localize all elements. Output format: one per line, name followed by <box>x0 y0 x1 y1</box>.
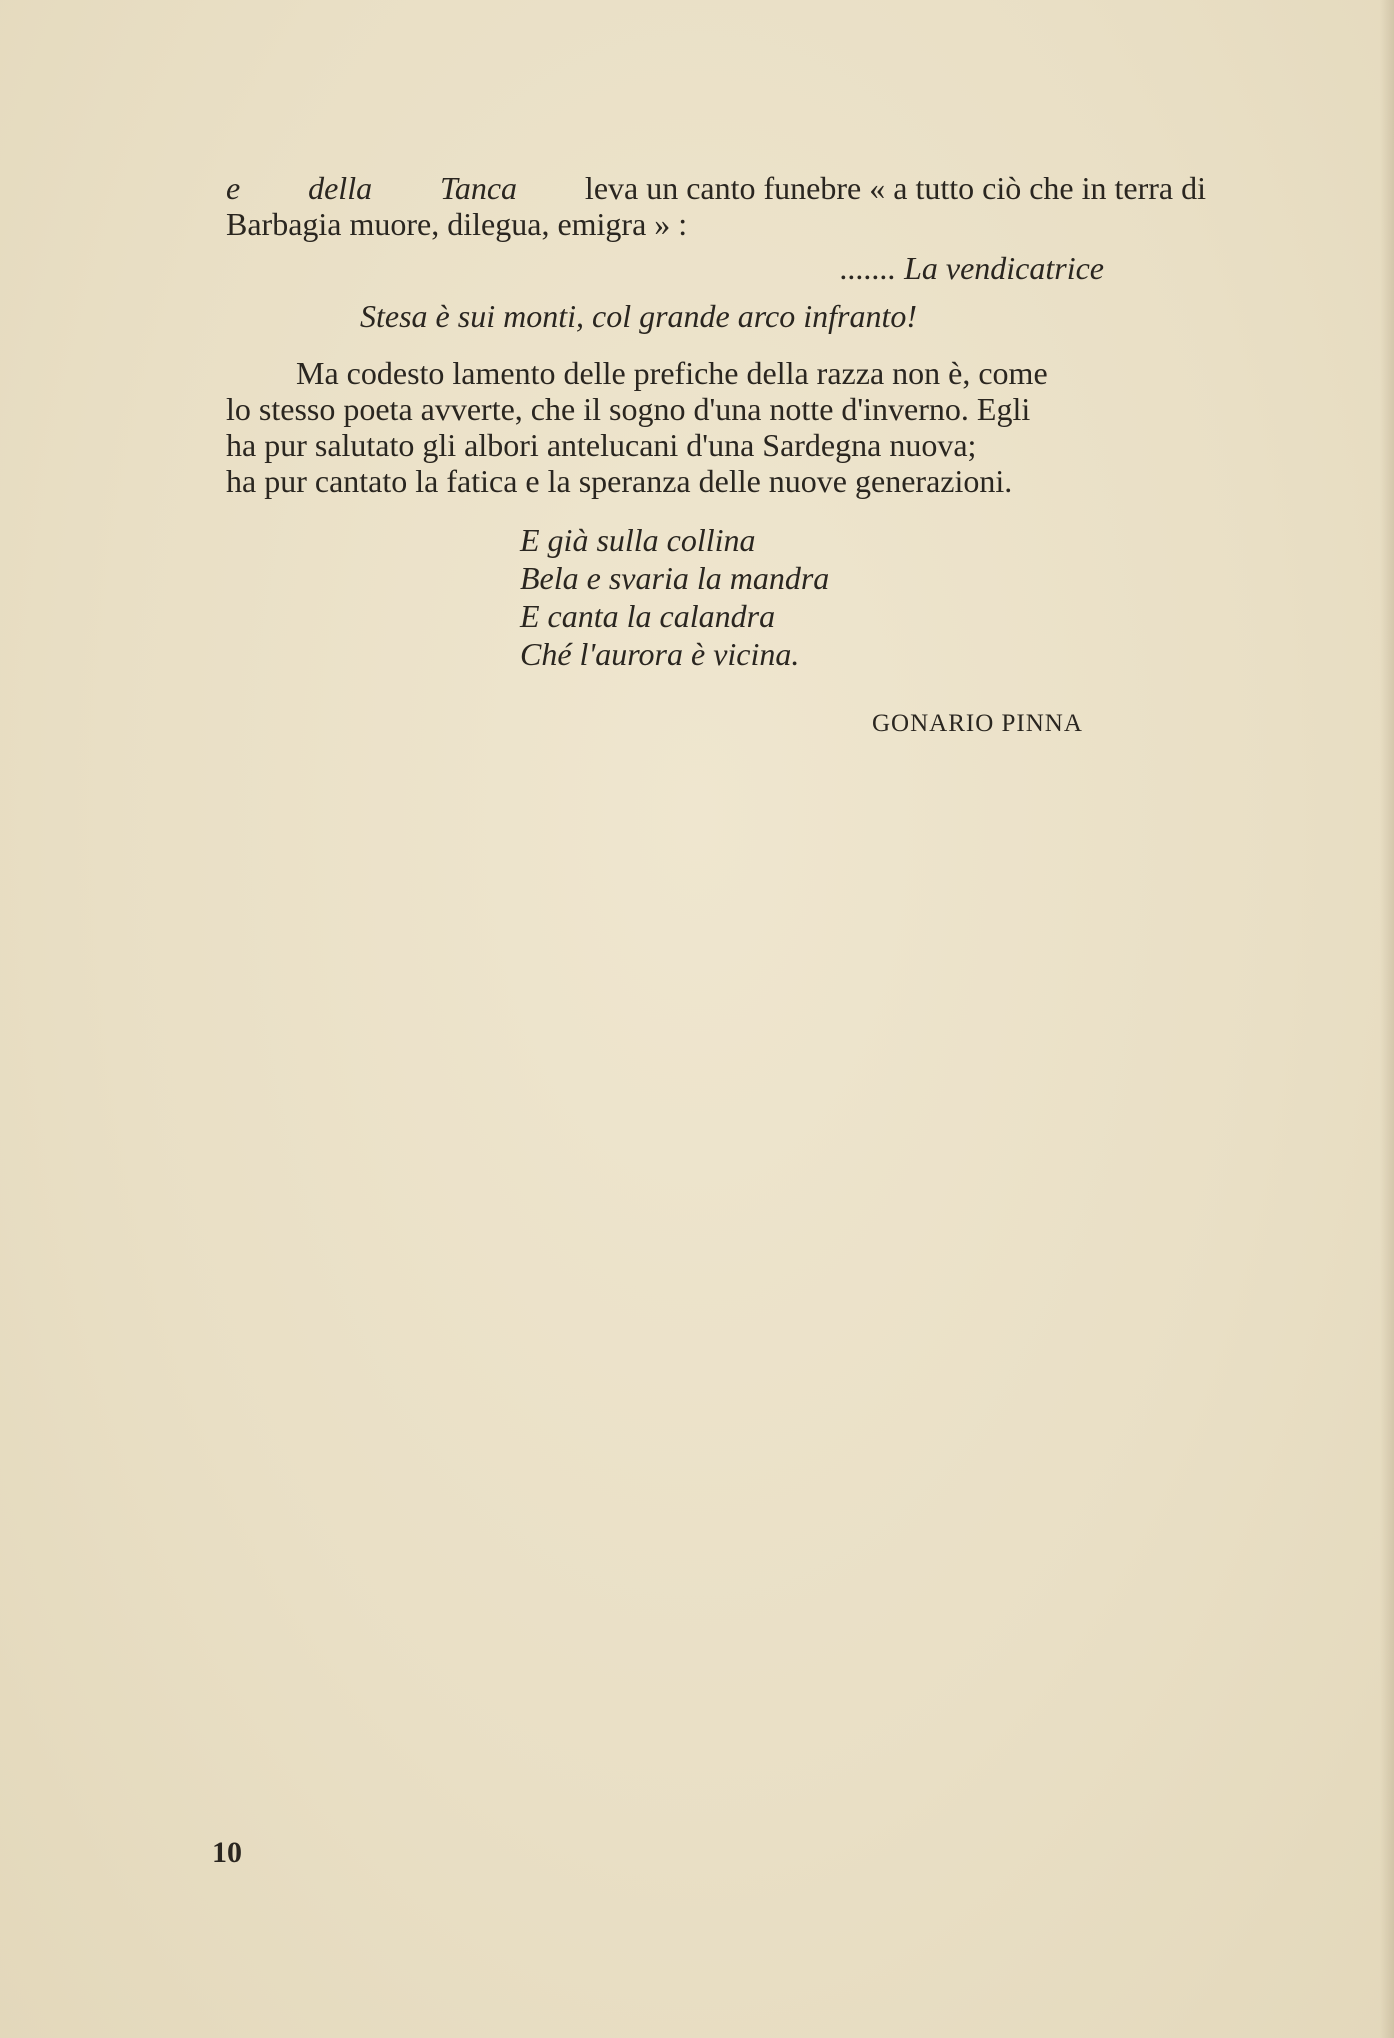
paragraph-2-line <box>226 463 1206 499</box>
verse-line-3: E canta la calandra <box>520 598 776 634</box>
paragraph-2-line-2-text: lo stesso poeta avverte, che il sogno d'una notte d'inverno. Egli <box>226 391 1031 427</box>
paragraph-2-line <box>226 427 1206 463</box>
paragraph-2-line-3-text: ha pur salutato gli albori antelucani d'una Sardegna nuova; <box>226 427 977 463</box>
paragraph-1 <box>226 170 1206 242</box>
quote-line-2: Stesa è sui monti, col grande arco infranto! <box>360 298 917 334</box>
paragraph-1-line-1-rest: leva un canto funebre « a tutto ciò che in terra di <box>584 170 1206 206</box>
text-tanca: Tanca <box>439 170 518 206</box>
paragraph-2-line <box>226 355 1206 391</box>
quote-line-1: ....... La vendicatrice <box>840 250 1104 286</box>
paragraph-2-line-1-text: Ma codesto lamento delle prefiche della razza non è, come <box>296 355 1048 391</box>
verse-line-4: Ché l'aurora è vicina. <box>520 636 800 672</box>
text-della: della <box>308 170 373 206</box>
paragraph-2-line <box>226 391 1206 427</box>
page-number: 10 <box>212 1836 242 1869</box>
paragraph-1-line-2-text: Barbagia muore, dilegua, emigra » : <box>226 206 688 242</box>
verse-stanza <box>520 521 829 673</box>
verse-line-2: Bela e svaria la mandra <box>520 560 830 596</box>
author-signature: GONARIO PINNA <box>872 710 1083 737</box>
paragraph-2-line-4-text: ha pur cantato la fatica e la speranza delle nuove generazioni. <box>226 463 1013 499</box>
paragraph-1-line-2 <box>226 206 1206 242</box>
verse-line-1: E già sulla collina <box>520 522 756 558</box>
paragraph-1-line-1 <box>226 170 1206 206</box>
paragraph-2 <box>226 355 1206 499</box>
text-e: e <box>226 170 241 206</box>
